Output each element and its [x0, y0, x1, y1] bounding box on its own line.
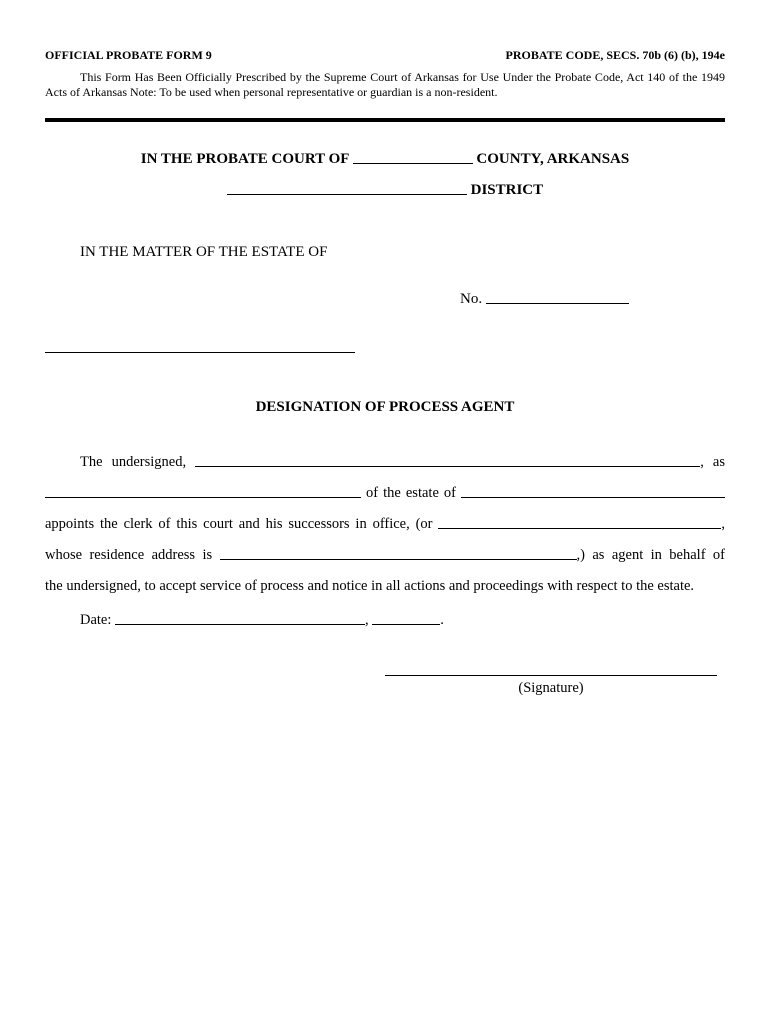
residence-address-field[interactable] [220, 558, 577, 560]
county-suffix: COUNTY, ARKANSAS [476, 151, 630, 167]
code-reference: PROBATE CODE, SECS. 70b (6) (b), 194e [505, 48, 725, 62]
body-line-4 [45, 547, 725, 564]
district-heading [0, 182, 770, 199]
estate-of-field[interactable] [461, 496, 725, 498]
date-comma: , [365, 612, 369, 628]
court-heading [0, 151, 770, 168]
agent-behalf-text: ,) as agent in behalf of [576, 547, 725, 563]
district-label: DISTRICT [470, 182, 544, 198]
county-field[interactable] [353, 162, 473, 164]
date-line [80, 612, 444, 629]
undersigned-label: The undersigned, [80, 454, 187, 470]
appoints-text: appoints the clerk of this court and his successors in office, (or [45, 516, 433, 532]
of-estate-label: of the estate of [366, 485, 456, 501]
court-prefix: IN THE PROBATE COURT OF [140, 151, 349, 167]
as-label: , as [700, 454, 725, 470]
case-number [460, 291, 629, 308]
form-name: OFFICIAL PROBATE FORM 9 [45, 48, 212, 62]
signature-label: (Signature) [518, 680, 584, 696]
case-number-field[interactable] [486, 302, 629, 304]
body-line-1 [45, 454, 725, 471]
undersigned-name-field[interactable] [195, 465, 700, 467]
alternate-agent-field[interactable] [438, 527, 721, 529]
residence-address-label: whose residence address is [45, 547, 213, 563]
district-field[interactable] [227, 193, 467, 195]
form-note [45, 70, 725, 100]
body-line-3 [45, 516, 725, 533]
body-line-5: the undersigned, to accept service of process and notice in all actions and proceedings with respect to the estate. [45, 578, 695, 594]
signature-field[interactable] [385, 675, 717, 676]
date-period: . [440, 612, 444, 628]
date-year-field[interactable] [372, 623, 440, 625]
body-line-2 [45, 485, 725, 502]
header-divider [45, 118, 725, 122]
capacity-field[interactable] [45, 496, 361, 498]
line3-comma: , [721, 516, 725, 532]
matter-of-label: IN THE MATTER OF THE ESTATE OF [80, 244, 328, 260]
document-title: DESIGNATION OF PROCESS AGENT [255, 399, 515, 415]
date-label: Date: [80, 612, 112, 628]
estate-name-field[interactable] [45, 352, 355, 353]
form-note-text: This Form Has Been Officially Prescribed by the Supreme Court of Arkansas for Use Under the Probate Code, Act 140 of the 1949 Acts of Arkansas Note: To be used when personal representative or guardian is a non-resident. [45, 70, 725, 99]
date-month-day-field[interactable] [115, 623, 365, 625]
case-no-label: No. [460, 291, 483, 307]
